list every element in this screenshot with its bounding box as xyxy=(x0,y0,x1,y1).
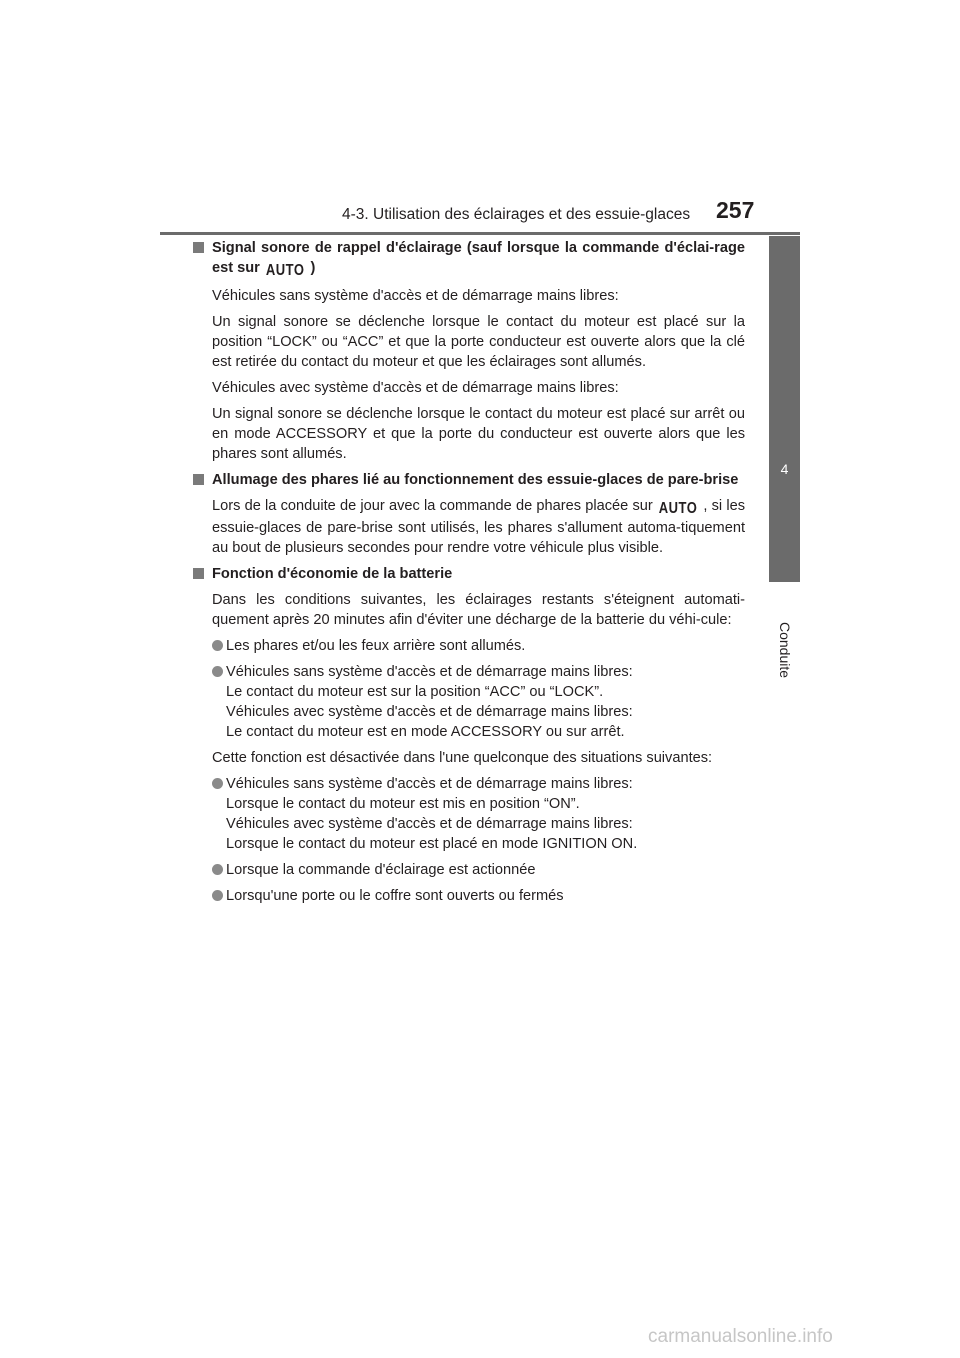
paragraph-text-end: , si les essuie-glaces de pare-brise sont utilisés, les phares s'allument automa-tiquement au bout de plusieurs secondes pour rendre votre véhicule plus visible. xyxy=(212,498,746,556)
list-item-text: Lorsque le contact du moteur est placé en mode IGNITION ON. xyxy=(226,836,638,852)
round-bullet-icon xyxy=(212,640,223,651)
list-item-text: Véhicules sans système d'accès et de démarrage mains libres: xyxy=(226,776,633,792)
auto-icon: AUTO xyxy=(658,498,698,517)
section-heading xyxy=(193,238,745,280)
section-title: 4-3. Utilisation des éclairages et des essuie-glaces xyxy=(342,206,691,223)
chapter-tab xyxy=(769,236,800,582)
list-item-text: Le contact du moteur est sur la position “ACC” ou “LOCK”. xyxy=(226,684,604,700)
heading-text: Allumage des phares lié au fonctionnement des essuie-glaces de pare-brise xyxy=(212,472,739,488)
square-bullet-icon xyxy=(193,474,204,485)
list-item xyxy=(212,774,745,854)
paragraph: Dans les conditions suivantes, les éclairages restants s'éteignent automati-quement après 20 minutes afin d'éviter une décharge de la batterie du véhi-cule: xyxy=(212,592,745,628)
list-item xyxy=(212,886,745,906)
square-bullet-icon xyxy=(193,242,204,253)
watermark: carmanualsonline.info xyxy=(648,1326,833,1347)
list-item-text: Lorsque le contact du moteur est mis en position “ON”. xyxy=(226,796,580,812)
list-item-text: Lorsqu'une porte ou le coffre sont ouverts ou fermés xyxy=(226,888,564,904)
list-item-text: Véhicules avec système d'accès et de démarrage mains libres: xyxy=(226,704,633,720)
paragraph: Véhicules avec système d'accès et de démarrage mains libres: xyxy=(212,380,619,396)
list-item xyxy=(212,860,745,880)
section-heading xyxy=(193,564,745,584)
chapter-label xyxy=(767,620,803,680)
page-number: 257 xyxy=(716,197,755,223)
list-item-text: Véhicules avec système d'accès et de démarrage mains libres: xyxy=(226,816,633,832)
chapter-label-text: Conduite xyxy=(777,621,794,679)
paragraph: Véhicules sans système d'accès et de démarrage mains libres: xyxy=(212,288,619,304)
round-bullet-icon xyxy=(212,864,223,875)
round-bullet-icon xyxy=(212,778,223,789)
auto-icon: AUTO xyxy=(265,260,305,279)
heading-text: Signal sonore de rappel d'éclairage (sauf lorsque la commande d'éclai-rage est sur xyxy=(212,240,745,276)
chapter-number: 4 xyxy=(780,461,789,477)
list-item-text: Lorsque la commande d'éclairage est actionnée xyxy=(226,862,536,878)
paragraph: Cette fonction est désactivée dans l'une quelconque des situations suivantes: xyxy=(212,750,713,766)
header-rule xyxy=(160,232,800,235)
section-heading xyxy=(193,470,745,490)
list-item xyxy=(212,636,745,656)
heading-text: Fonction d'économie de la batterie xyxy=(212,566,453,582)
page-content xyxy=(212,238,745,912)
list-item-text: Les phares et/ou les feux arrière sont allumés. xyxy=(226,638,526,654)
square-bullet-icon xyxy=(193,568,204,579)
paragraph: Un signal sonore se déclenche lorsque le contact du moteur est placé sur la position “LOCK” ou “ACC” et que la porte conducteur est ouverte alors que la clé est retirée du contact du moteur et que les éclairages sont allumés. xyxy=(212,314,745,370)
list-item xyxy=(212,662,745,742)
round-bullet-icon xyxy=(212,666,223,677)
round-bullet-icon xyxy=(212,890,223,901)
list-item-text: Véhicules sans système d'accès et de démarrage mains libres: xyxy=(226,664,633,680)
paragraph-text: Lors de la conduite de jour avec la commande de phares placée sur xyxy=(212,498,653,514)
paragraph: Un signal sonore se déclenche lorsque le contact du moteur est placé sur arrêt ou en mode ACCESSORY et que la porte du conducteur est ouverte alors que les phares sont allumés. xyxy=(212,406,745,462)
paragraph xyxy=(212,496,745,558)
heading-text-end: ) xyxy=(310,260,316,276)
list-item-text: Le contact du moteur est en mode ACCESSORY ou sur arrêt. xyxy=(226,724,625,740)
